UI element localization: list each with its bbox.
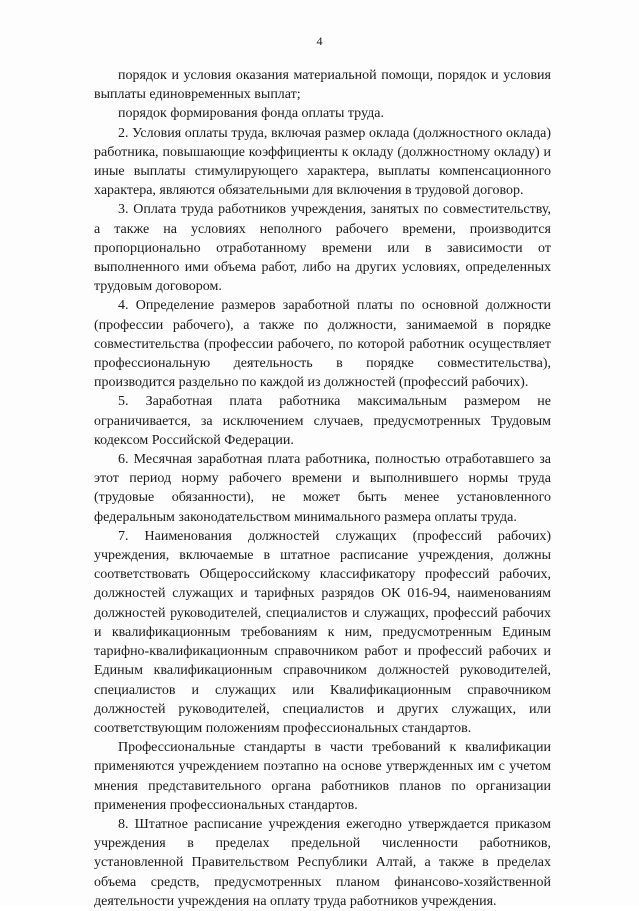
paragraph-clause-8: 8. Штатное расписание учреждения ежегодно утверждается приказом учреждения в пределах предельной численности работников, установленной Правительством Республики Алтай, а также в пределах объема средств, предусмотренных планом финансово-хозяйственной деятельности учреждения на оплату труда работников учреждения.: [94, 816, 551, 909]
document-body: [94, 66, 551, 911]
paragraph-clause-3: 3. Оплата труда работников учреждения, занятых по совместительству, а также на условиях неполного рабочего времени, производится пропорционально отработанному времени или в зависимости от выполненного ими объема работ, либо на других условиях, определенных трудовым договором.: [94, 202, 551, 295]
paragraph-professional-standards: Профессиональные стандарты в части требований к квалификации применяются учреждением поэтапно на основе утвержденных им с учетом мнения представительного органа работников планов по организации применения профессиональных стандартов.: [94, 740, 551, 813]
paragraph-clause-2: 2. Условия оплаты труда, включая размер оклада (должностного оклада) работника, повышающие коэффициенты к окладу (должностному окладу) и иные выплаты стимулирующего характера, выплаты компенсационного характера, являются обязательными для включения в трудовой договор.: [94, 125, 551, 199]
paragraph-clause-7: 7. Наименования должностей служащих (профессий рабочих) учреждения, включаемые в штатное расписание учреждения, должны соответствовать Общероссийскому классификатору профессий рабочих, должностей служащих и тарифных разрядов ОК 016-94, наименованиям должностей руководителей, специалистов и служащих, профессий рабочих и квалификационным требованиям к ним, предусмотренным Единым тарифно-квалификационным справочником работ и профессий рабочих и Единым квалификационным справочником должностей руководителей, специалистов и служащих или Квалификационным справочником должностей руководителей, специалистов и других служащих, или соответствующим положениям профессиональных стандартов.: [94, 528, 551, 736]
paragraph-payroll-fund: порядок формирования фонда оплаты труда.: [118, 106, 384, 122]
paragraph-material-assistance: порядок и условия оказания материальной помощи, порядок и условия выплаты единовременных выплат;: [94, 68, 551, 103]
paragraph-clause-5: 5. Заработная плата работника максимальным размером не ограничивается, за исключением случаев, предусмотренных Трудовым кодексом Российской Федерации.: [94, 394, 551, 448]
page-number: 4: [316, 34, 323, 48]
paragraph-clause-6: 6. Месячная заработная плата работника, полностью отработавшего за этот период норму рабочего времени и выполнившего нормы труда (трудовые обязанности), не может быть менее установленного федеральным законодательством минимального размера оплаты труда.: [94, 452, 551, 525]
paragraph-clause-4: 4. Определение размеров заработной платы по основной должности (профессии рабочего), а также по должности, занимаемой в порядке совместительства (профессии рабочего, по которой работник осуществляет профессиональную деятельность в порядке совместительства), производится раздельно по каждой из должностей (профессий рабочих).: [94, 298, 551, 391]
